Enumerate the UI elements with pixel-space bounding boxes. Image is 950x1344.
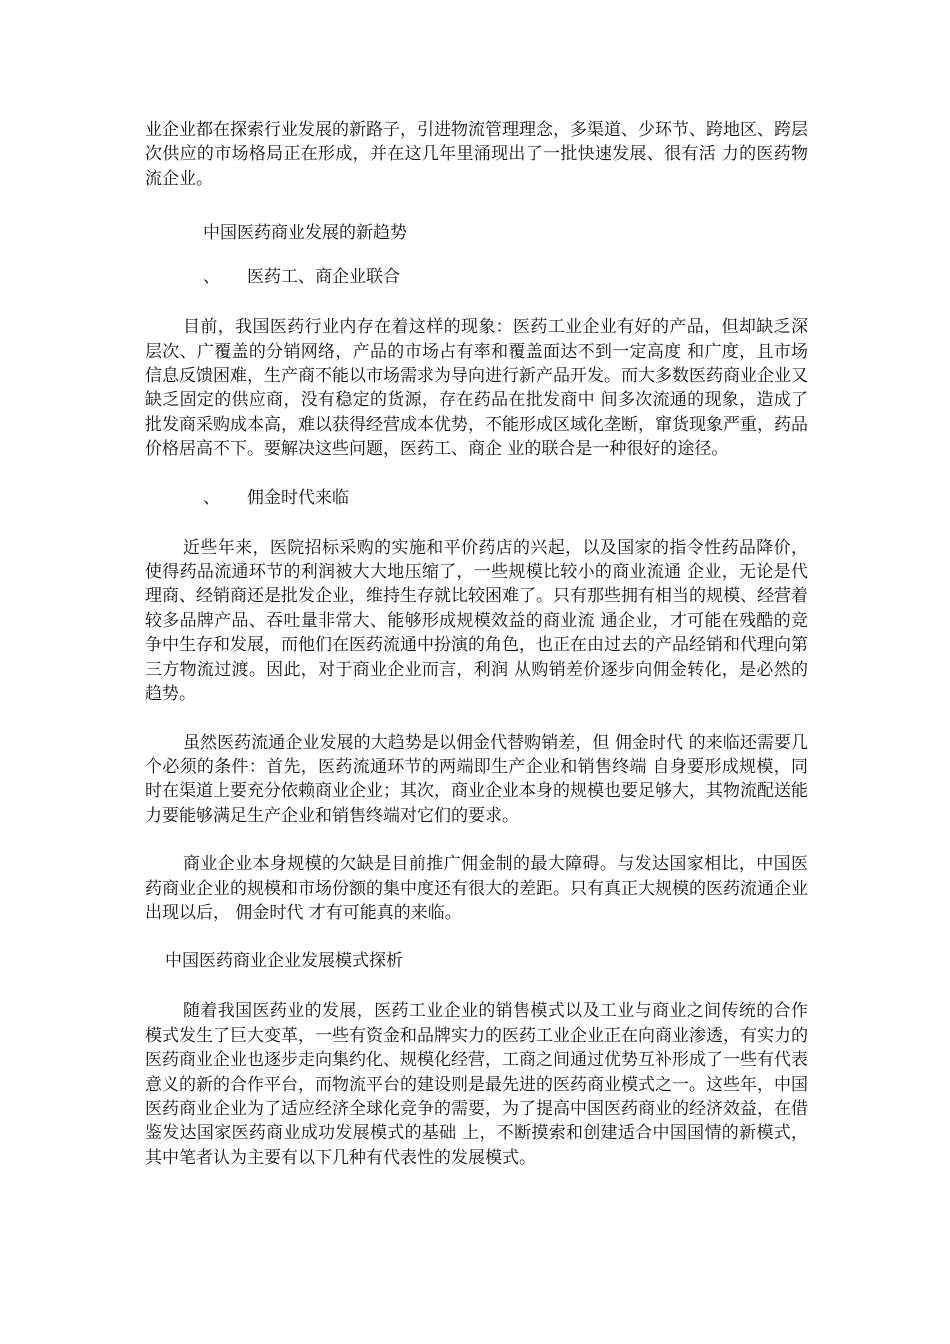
paragraph-models: 随着我国医药业的发展，医药工业企业的销售模式以及工业与商业之间传统的合作模式发生了巨大变革，一些有资金和品牌实力的医药工业企业正在向商业渗透，有实力的医药商业企业也逐步走向集约化、规模化经营，工商之间通过优势互补形成了一些有代表意义的新的合作平台，而物流平台的建设则是最先进的医药商业模式之一。这些年，中国医药商业企业为了适应经济全球化竞争的需要，为了提高中国医药商业的经济效益，在借鉴发达国家医药商业成功发展模式的基础 上，不断摸索和创建适合中国国情的新模式，其中笔者认为主要有以下几种有代表性的发展模式。 [145,1001,808,1168]
paragraph-commission-3: 商业企业本身规模的欠缺是目前推广佣金制的最大障碍。与发达国家相比，中国医药商业企业的规模和市场份额的集中度还有很大的差距。只有真正大规模的医药流通企业出现以后， 佣金时代 才有可能真的来临。 [145,854,808,923]
paragraph-alliance: 目前，我国医药行业内存在着这样的现象：医药工业企业有好的产品，但却缺乏深层次、广覆盖的分销网络，产品的市场占有率和覆盖面达不到一定高度 和广度，且市场信息反馈困难，生产商不能以市场需求为导向进行新产品开发。而大多数医药商业企业又缺乏固定的供应商，没有稳定的货源，存在药品在批发商中 间多次流通的现象，造成了批发商采购成本高，难以获得经营成本优势，不能形成区域化垄断，窜货现象严重，药品价格居高不下。要解决这些问题，医药工、商企 业的联合是一种很好的途径。 [145,317,808,460]
subheading-commission: 、 佣金时代来临 [203,487,350,508]
paragraph-commission-2: 虽然医药流通企业发展的大趋势是以佣金代替购销差，但 佣金时代 的来临还需要几个必须的条件：首先，医药流通环节的两端即生产企业和销售终端 自身要形成规模，同时在渠道上要充分依赖商业企业；其次，商业企业本身的规模也要足够大，其物流配送能力要能够满足生产企业和销售终端对它们的要求。 [145,732,808,826]
paragraph-intro: 业企业都在探索行业发展的新路子，引进物流管理理念，多渠道、少环节、跨地区、跨层次供应的市场格局正在形成，并在这几年里涌现出了一批快速发展、很有活 力的医药物流企业。 [145,120,808,189]
paragraph-commission-1: 近些年来，医院招标采购的实施和平价药店的兴起，以及国家的指令性药品降价，使得药品流通环节的利润被大大地压缩了，一些规模比较小的商业流通 企业，无论是代理商、经销商还是批发企业，维持生存就比较困难了。只有那些拥有相当的规模、经营着较多品牌产品、吞吐量非常大、能够形成规模效益的商业流 通企业，才可能在残酷的竞争中生存和发展，而他们在医药流通中扮演的角色，也正在由过去的产品经销和代理向第三方物流过渡。因此，对于商业企业而言，利润 从购销差价逐步向佣金转化，是必然的趋势。 [145,537,808,705]
document-page [145,118,808,1170]
subheading-alliance: 、 医药工、商企业联合 [203,267,401,288]
section-heading-models: 中国医药商业企业发展模式探析 [165,951,403,972]
section-heading-trends: 中国医药商业发展的新趋势 [203,223,407,244]
